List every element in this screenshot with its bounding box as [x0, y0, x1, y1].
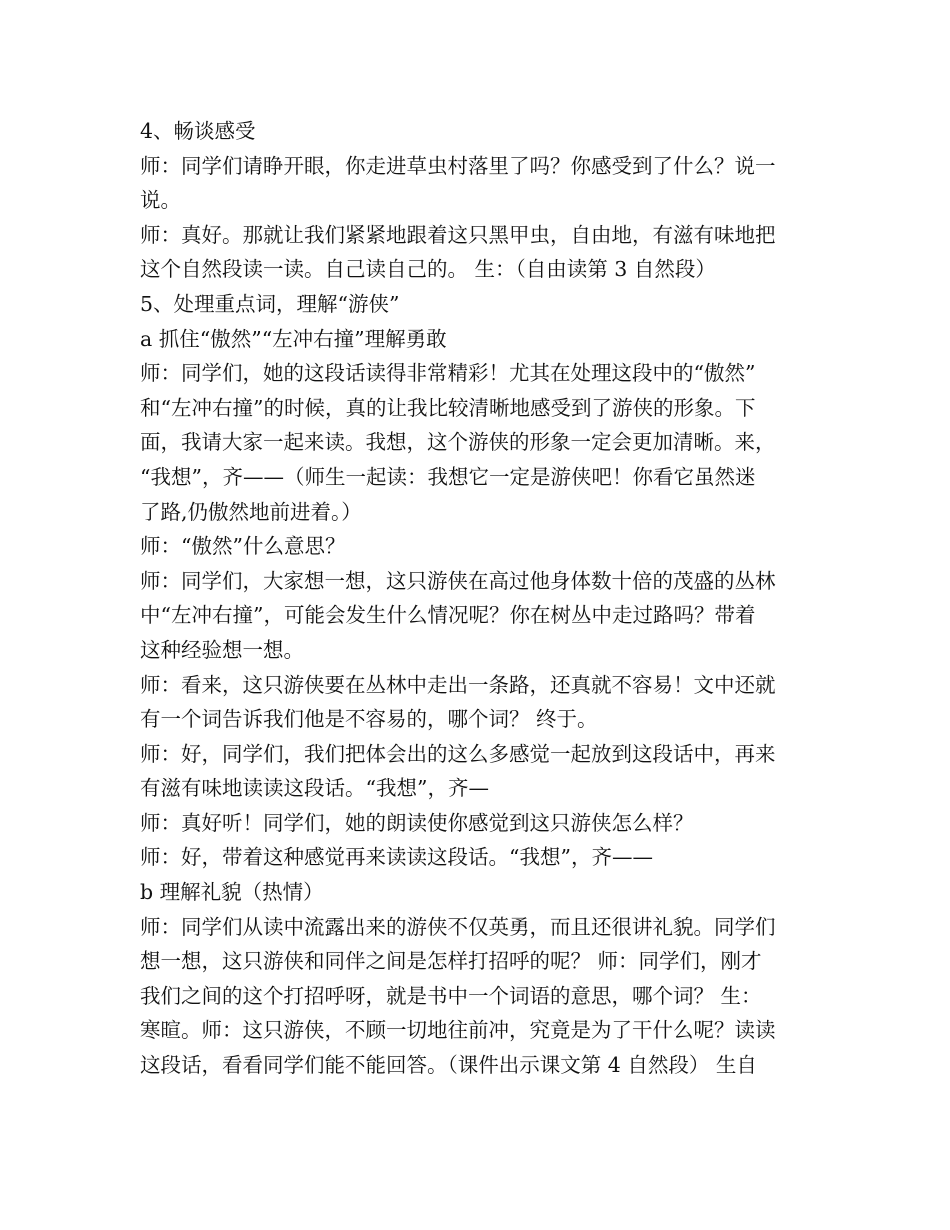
subsection-heading-b: b 理解礼貌（热情）: [140, 880, 324, 905]
text-line: 这种经验想一想。: [140, 637, 304, 662]
text-line: “我想”，齐——（师生一起读：我想它一定是游侠吧！你看它虽然迷: [140, 464, 756, 489]
text-line: 说。: [140, 188, 181, 213]
text-line: 师：“傲然”什么意思？: [140, 534, 346, 559]
text-line: 面，我请大家一起来读。我想，这个游侠的形象一定会更加清晰。来，: [140, 430, 776, 455]
text-line: 师：同学们，她的这段话读得非常精彩！尤其在处理这段中的“傲然”: [140, 361, 756, 386]
text-line: 师：好，带着这种感觉再来读读这段话。“我想”，齐——: [140, 845, 653, 870]
text-line: 师：同学们请睁开眼，你走进草虫村落里了吗？你感受到了什么？说一: [140, 153, 776, 178]
text-line: 这个自然段读一读。自己读自己的。 生：（自由读第 3 自然段）: [140, 257, 716, 282]
text-line: 师：真好听！同学们，她的朗读使你感觉到这只游侠怎么样？: [140, 810, 694, 835]
text-line: 了路,仍傲然地前进着。）: [140, 499, 362, 524]
text-line: 师：看来，这只游侠要在丛林中走出一条路，还真就不容易！文中还就: [140, 672, 776, 697]
text-line: 师：同学们，大家想一想，这只游侠在高过他身体数十倍的茂盛的丛林: [140, 568, 776, 593]
text-line: 这段话，看看同学们能不能回答。（课件出示课文第 4 自然段） 生自: [140, 1053, 757, 1078]
text-line: 中“左冲右撞”，可能会发生什么情况呢？你在树丛中走过路吗？带着: [140, 603, 756, 628]
section-heading-5: 5、处理重点词，理解“游侠”: [140, 291, 400, 316]
text-line: 师：真好。那就让我们紧紧地跟着这只黑甲虫，自由地，有滋有味地把: [140, 222, 776, 247]
text-line: 有滋有味地读读这段话。“我想”，齐—: [140, 776, 489, 801]
text-line: 师：同学们从读中流露出来的游侠不仅英勇，而且还很讲礼貌。同学们: [140, 914, 776, 939]
text-line: 师：好，同学们，我们把体会出的这么多感觉一起放到这段话中，再来: [140, 741, 776, 766]
text-line: 想一想，这只游侠和同伴之间是怎样打招呼的呢？ 师：同学们，刚才: [140, 949, 762, 974]
document-body: [140, 114, 815, 1083]
text-line: 有一个词告诉我们他是不容易的，哪个词？ 终于。: [140, 707, 598, 732]
section-heading-4: 4、畅谈感受: [140, 119, 256, 143]
text-line: 寒暄。师：这只游侠，不顾一切地往前冲，究竟是为了干什么呢？读读: [140, 1018, 776, 1043]
subsection-heading-a: a 抓住“傲然”“左冲右撞”理解勇敢: [140, 326, 447, 351]
text-line: 我们之间的这个打招呼呀，就是书中一个词语的意思，哪个词？ 生：: [140, 983, 762, 1008]
text-line: 和“左冲右撞”的时候，真的让我比较清晰地感受到了游侠的形象。下: [140, 395, 756, 420]
